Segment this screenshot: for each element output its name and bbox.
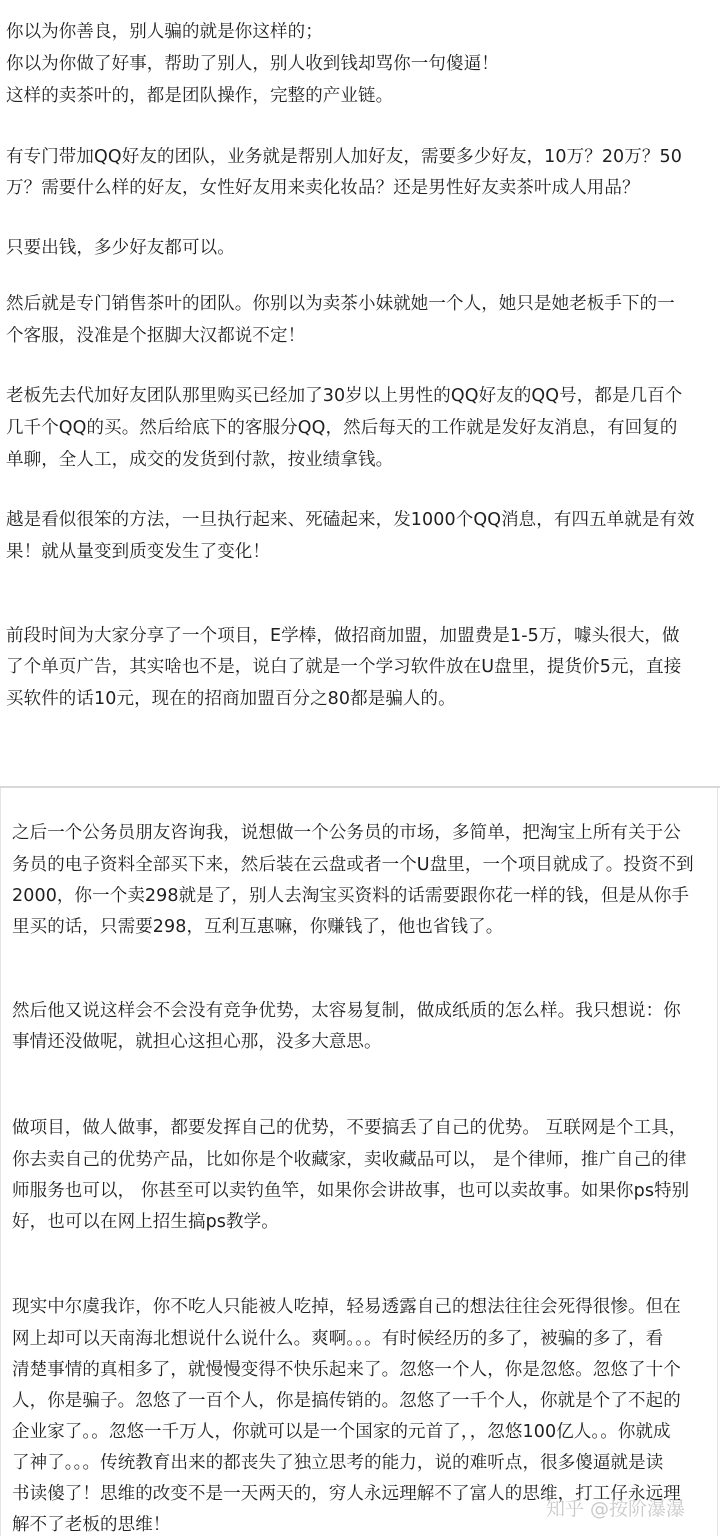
paragraph-line: 务员的电子资料全部买下来，然后装在云盘或者一个U盘里，一个项目就成了。投资不到: [12, 855, 694, 875]
paragraph-line: 现实中尔虞我诈，你不吃人只能被人吃掉，轻易透露自己的想法往往会死得很惨。但在: [12, 1297, 681, 1317]
paragraph-line: 有专门带加QQ好友的团队，业务就是帮别人加好友，需要多少好友，10万？20万？50: [6, 147, 682, 167]
paragraph-line: 只要出钱，多少好友都可以。: [6, 238, 235, 258]
paragraph-line: 人，你是骗子。忽悠了一百个人，你是搞传销的。忽悠了一千个人，你就是个了不起的: [12, 1391, 681, 1411]
paragraph-line: 解不了老板的思维！: [12, 1515, 171, 1535]
paragraph-line: 企业家了。。忽悠一千万人，你就可以是一个国家的元首了，，忽悠100亿人。。你就成: [12, 1422, 671, 1442]
paragraph-line: 这样的卖茶叶的，都是团队操作，完整的产业链。: [6, 86, 394, 106]
paragraph-line: 网上却可以天南海北想说什么说什么。爽啊。。。有时候经历的多了，被骗的多了，看: [12, 1329, 664, 1349]
paragraph-line: 2000，你一个卖298就是了，别人去淘宝买资料的话需要跟你花一样的钱，但是从你手: [12, 886, 690, 906]
paragraph-line: 果！就从量变到质变发生了变化！: [6, 542, 270, 562]
paragraph-line: 里买的话，只需要298，互利互惠嘛，你赚钱了，他也省钱了。: [12, 917, 504, 937]
paragraph-line: 好，也可以在网上招生搞ps教学。: [12, 1212, 279, 1232]
paragraph-line: 事情还没做呢，就担心这担心那，没多大意思。: [12, 1032, 382, 1052]
paragraph-line: 然后就是专门销售茶叶的团队。你别以为卖茶小妹就她一个人，她只是她老板手下的一: [6, 294, 675, 314]
paragraph-line: 师服务也可以， 你甚至可以卖钓鱼竿，如果你会讲故事，也可以卖故事。如果你ps特别: [12, 1181, 690, 1201]
paragraph-line: 了个单页广告，其实啥也不是，说白了就是一个学习软件放在U盘里，提货价5元，直接: [6, 657, 682, 677]
paragraph-line: 了神了。。。传统教育出来的都丧失了独立思考的能力，说的难听点，很多傻逼就是读: [12, 1453, 664, 1473]
paragraph-line: 万？需要什么样的好友，女性好友用来卖化妆品？还是男性好友卖茶叶成人用品？: [6, 178, 640, 198]
paragraph-line: 你去卖自己的优势产品，比如你是个收藏家，卖收藏品可以， 是个律师，推广自己的律: [12, 1150, 687, 1170]
paragraph-line: 单聊，全人工，成交的发货到付款，按业绩拿钱。: [6, 450, 394, 470]
paragraph-line: 之后一个公务员朋友咨询我，说想做一个公务员的市场，多简单，把淘宝上所有关于公: [12, 823, 681, 843]
paragraph-line: 个客服，没准是个抠脚大汉都说不定！: [6, 326, 306, 346]
paragraph-line: 书读傻了！思维的改变不是一天两天的，穷人永远理解不了富人的思维，打工仔永远理: [12, 1484, 681, 1504]
paragraph-line: 老板先去代加好友团队那里购买已经加了30岁以上男性的QQ好友的QQ号，都是几百个: [6, 386, 683, 406]
paragraph-line: 你以为你善良，别人骗的就是你这样的；: [6, 22, 323, 42]
paragraph-line: 做项目，做人做事，都要发挥自己的优势，不要搞丢了自己的优势。 互联网是个工具，: [12, 1118, 687, 1138]
paragraph-line: 前段时间为大家分享了一个项目，E学棒，做招商加盟，加盟费是1-5万，噱头很大，做: [6, 626, 680, 646]
zhihu-watermark: 知乎 @按阶瀑瀑: [546, 1498, 686, 1520]
paragraph-line: 你以为你做了好事，帮助了别人，别人收到钱却骂你一句傻逼！: [6, 54, 499, 74]
paragraph-line: 几千个QQ的买。然后给底下的客服分QQ，然后每天的工作就是发好友消息，有回复的: [6, 418, 678, 438]
paragraph-line: 买软件的话10元，现在的招商加盟百分之80都是骗人的。: [6, 689, 456, 709]
paragraph-line: 清楚事情的真相多了，就慢慢变得不快乐起来了。忽悠一个人，你是忽悠。忽悠了十个: [12, 1360, 681, 1380]
paragraph-line: 越是看似很笨的方法，一旦执行起来、死磕起来，发1000个QQ消息，有四五单就是有效: [6, 510, 695, 530]
paragraph-line: 然后他又说这样会不会没有竞争优势，太容易复制，做成纸质的怎么样。我只想说：你: [12, 1001, 681, 1021]
